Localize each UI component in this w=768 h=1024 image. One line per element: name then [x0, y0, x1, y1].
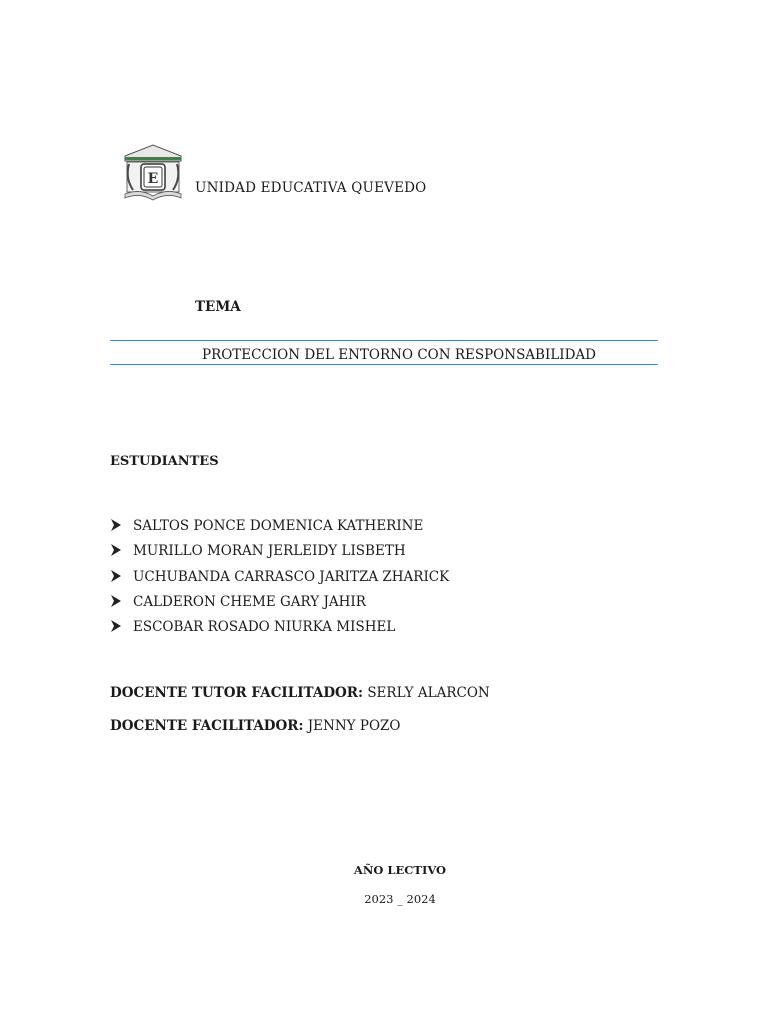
svg-text:E: E — [147, 171, 159, 187]
student-item — [110, 517, 449, 542]
tutor-line — [110, 685, 490, 701]
facilitator-name: JENNY POZO — [307, 718, 401, 734]
facilitator-line — [110, 718, 400, 734]
school-crest-icon — [121, 142, 185, 204]
tutor-name: SERLY ALARCON — [367, 685, 490, 701]
topic-bottom-rule — [110, 364, 658, 365]
tutor-label: DOCENTE TUTOR FACILITADOR: — [110, 685, 364, 701]
student-item — [110, 568, 449, 593]
student-item — [110, 542, 449, 567]
topic-heading: TEMA — [195, 299, 241, 315]
arrow-bullet-icon — [110, 543, 122, 557]
school-name: UNIDAD EDUCATIVA QUEVEDO — [195, 180, 427, 196]
student-name: UCHUBANDA CARRASCO JARITZA ZHARICK — [133, 568, 450, 585]
arrow-bullet-icon — [110, 518, 122, 532]
facilitator-label: DOCENTE FACILITADOR: — [110, 718, 304, 734]
arrow-bullet-icon — [110, 619, 122, 633]
student-name: MURILLO MORAN JERLEIDY LISBETH — [133, 543, 406, 560]
student-item — [110, 618, 449, 643]
student-item — [110, 593, 449, 618]
arrow-bullet-icon — [110, 569, 122, 583]
student-name: SALTOS PONCE DOMENICA KATHERINE — [133, 518, 424, 534]
arrow-bullet-icon — [110, 594, 122, 608]
school-year-label: AÑO LECTIVO — [353, 863, 447, 877]
school-year-value: 2023 _ 2024 — [364, 892, 436, 906]
topic-title: PROTECCION DEL ENTORNO CON RESPONSABILIDAD — [201, 347, 597, 363]
student-name: ESCOBAR ROSADO NIURKA MISHEL — [133, 619, 396, 636]
students-heading: ESTUDIANTES — [110, 454, 219, 469]
topic-top-rule — [110, 340, 658, 341]
student-name: CALDERON CHEME GARY JAHIR — [133, 593, 366, 610]
students-list — [110, 517, 449, 643]
